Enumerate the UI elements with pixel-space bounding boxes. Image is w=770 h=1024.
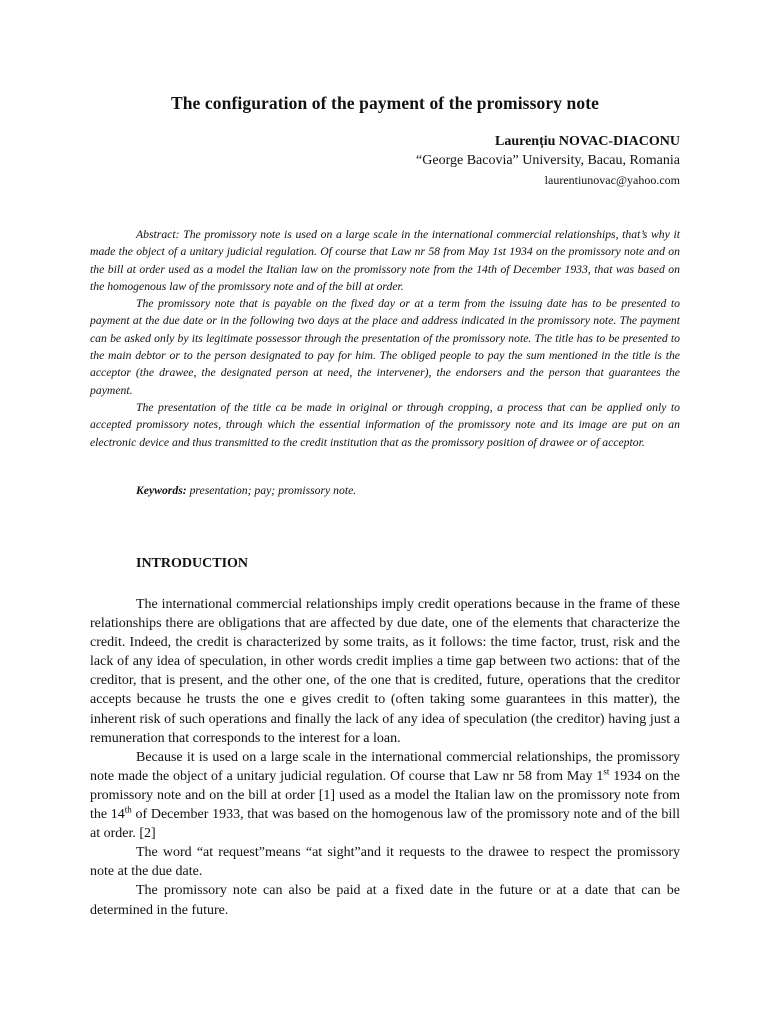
paper-title: The configuration of the payment of the promissory note <box>170 93 600 113</box>
intro-paragraph-4: The promissory note can also be paid at a fixed date in the future or at a date that can be determined in the future. <box>90 883 680 918</box>
abstract-text-1: The promissory note is used on a large scale in the international commercial relationships, that’s why it made the object of a unitary judicial regulation. Of course that Law nr 58 from May 1st 1934 on the promissory note and on the bill at order used as a model the Italian law on the promissory note from the 14th of December 1933, that was based on the homogenous law of the promissory note and of the bill at order. <box>90 228 680 293</box>
superscript-th: th <box>124 804 132 815</box>
author-name: Laurențiu NOVAC-DIACONU <box>494 134 680 149</box>
keywords-text: presentation; pay; promissory note. <box>189 484 357 497</box>
intro-p2-part-b: 1934 on the promissory note and on the bill at order [1] used as a model the Italian law on the promissory note from the 14 <box>90 768 680 823</box>
intro-paragraph-3: The word “at request”means “at sight”and it requests to the drawee to respect the promissory note at the due date. <box>90 845 680 880</box>
keywords-line <box>136 484 356 497</box>
introduction-body <box>90 595 680 920</box>
intro-paragraph-1: The international commercial relationships imply credit operations because in the frame of these relationships there are obligations that are affected by due date, one of the elements that characterize the credit. Indeed, the credit is characterized by some traits, as it follows: the time factor, trust, risk and the lack of any idea of speculation, in other words credit implies a time gap between two actions: that of the creditor, that is present, and the other one, of the one that is credited, future, operations that the creditor accepts because he trusts the one e gives credit to (often taking some guarantees in this matter), the inherent risk of such operations and finally the lack of any idea of speculation (the creditor) having just a remuneration that corresponds to the interest for a loan. <box>90 597 680 746</box>
abstract-label: Abstract <box>136 228 176 241</box>
author-block <box>416 132 680 190</box>
intro-p2-part-c: of December 1933, that was based on the homogenous law of the promissory note and of the bill at order. [2] <box>90 807 680 842</box>
abstract-paragraph-1: Abstract: The promissory note is used on a large scale in the international commercial relationships, that’s why it made the object of a unitary judicial regulation. Of course that Law nr 58 from May 1st 1934 on the promissory note and on the bill at order used as a model the Italian law on the promissory note from the 14th of December 1933, that was based on the homogenous law of the promissory note and of the bill at order. <box>90 228 680 293</box>
abstract <box>90 226 680 451</box>
intro-paragraph-2 <box>90 748 680 843</box>
intro-p2-part-a: Because it is used on a large scale in the international commercial relationships, the promissory note made the object of a unitary judicial regulation. Of course that Law nr 58 from May 1 <box>90 749 680 784</box>
abstract-paragraph-2: The promissory note that is payable on the fixed day or at a term from the issuing date has to be presented to payment at the due date or in the following two days at the place and address indicated in the promissory note. The payment can be asked only by its legitimate possessor through the presentation of the promissory note. The title has to be presented to the main debtor or to the person designated to pay for him. The obliged people to pay the sum mentioned in the title is the acceptor (the drawee, the designated person at need, the intervener), the endorsers and the person that guarantees the payment. <box>90 297 680 397</box>
abstract-paragraph-3: The presentation of the title ca be made in original or through cropping, a process that can be applied only to accepted promissory notes, through which the essential information of the promissory note and its image are put on an electronic device and thus transmitted to the credit institution that as the promissory position of drawee or of acceptor. <box>90 400 680 449</box>
keywords-label: Keywords: <box>136 484 187 497</box>
superscript-st: st <box>603 766 610 777</box>
author-email: laurentiunovac@yahoo.com <box>544 173 680 187</box>
author-affiliation: “George Bacovia” University, Bacau, Romania <box>416 153 680 168</box>
section-heading: INTRODUCTION <box>136 556 249 571</box>
